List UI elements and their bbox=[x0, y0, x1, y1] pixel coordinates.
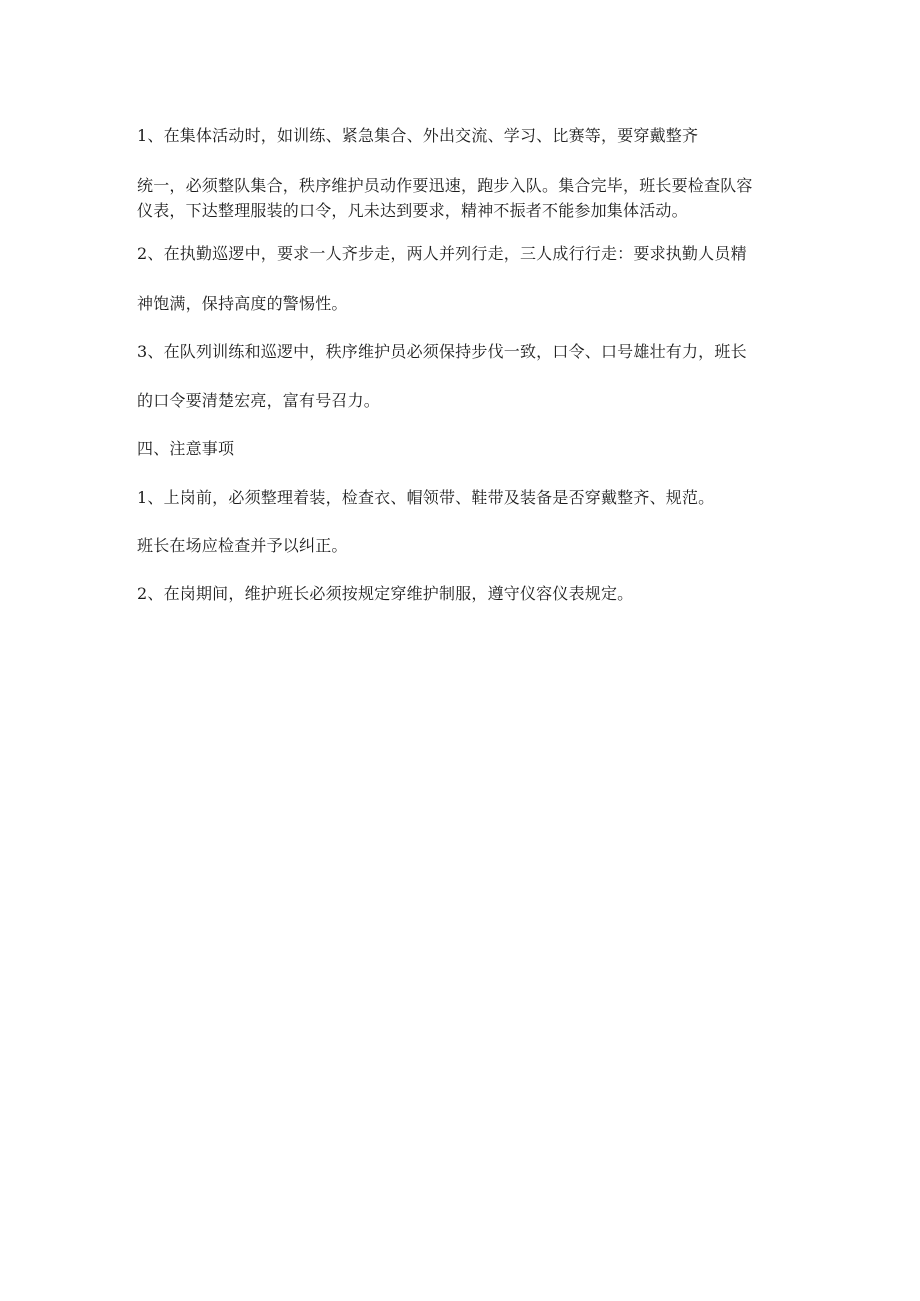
paragraph-2-line-1: 2、在执勤巡逻中，要求一人齐步走，两人并列行走，三人成行行走：要求执勤人员精 bbox=[137, 244, 747, 263]
paragraph-5-line-1: 2、在岗期间，维护班长必须按规定穿维护制服，遵守仪容仪表规定。 bbox=[137, 584, 634, 603]
paragraph-1-line-2: 统一，必须整队集合，秩序维护员动作要迅速，跑步入队。集合完毕，班长要检查队容 bbox=[137, 176, 753, 195]
paragraph-3-line-2: 的口令要清楚宏亮，富有号召力。 bbox=[137, 391, 381, 410]
paragraph-3-line-1: 3、在队列训练和巡逻中，秩序维护员必须保持步伐一致，口令、口号雄壮有力，班长 bbox=[137, 342, 747, 361]
paragraph-4-line-2: 班长在场应检查并予以纠正。 bbox=[137, 536, 348, 555]
paragraph-2-line-2: 神饱满，保持高度的警惕性。 bbox=[137, 294, 348, 313]
paragraph-1-line-3: 仪表，下达整理服装的口令，凡未达到要求，精神不振者不能参加集体活动。 bbox=[137, 201, 688, 220]
section-heading: 四、注意事项 bbox=[137, 439, 235, 458]
paragraph-4-line-1: 1、上岗前，必须整理着装，检查衣、帽领带、鞋带及装备是否穿戴整齐、规范。 bbox=[137, 488, 715, 507]
paragraph-1-line-1: 1、在集体活动时，如训练、紧急集合、外出交流、学习、比赛等，要穿戴整齐 bbox=[137, 126, 699, 145]
